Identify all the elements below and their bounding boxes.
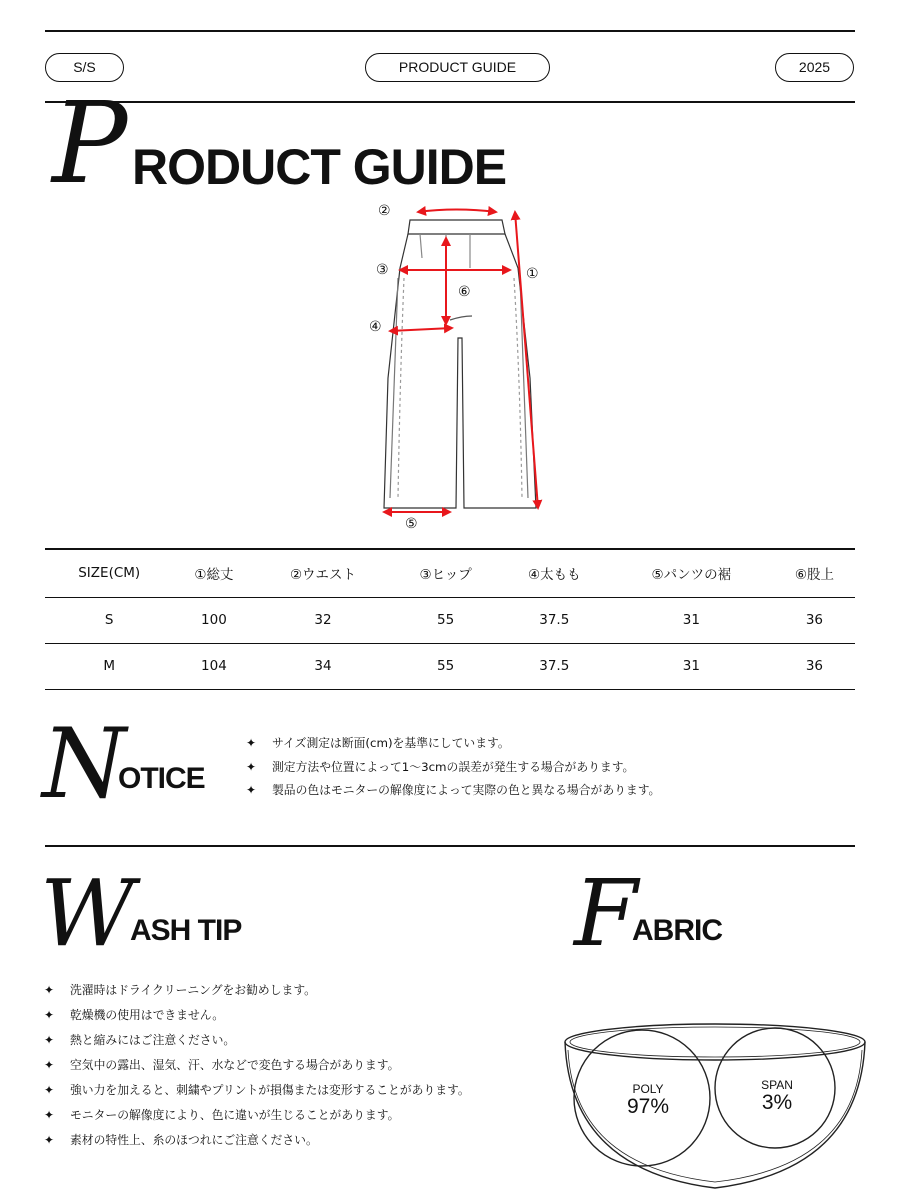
list-item: ✦ モニターの解像度により、色に違いが生じることがあります。 bbox=[44, 1103, 470, 1128]
span-percent: 3% bbox=[761, 1091, 793, 1114]
col-thigh: ④太もも bbox=[500, 550, 609, 597]
list-item: ✦ 強い力を加えると、刺繍やプリントが損傷または変形することがあります。 bbox=[44, 1078, 470, 1103]
arrow-thigh bbox=[390, 328, 452, 331]
header-rule bbox=[45, 101, 855, 103]
span-label: SPAN bbox=[761, 1078, 793, 1092]
table-row: S 100 32 55 37.5 31 36 bbox=[45, 597, 855, 643]
poly-label: POLY bbox=[632, 1082, 664, 1096]
col-hem: ⑤パンツの裾 bbox=[609, 550, 774, 597]
span-share bbox=[737, 1078, 817, 1114]
notice-list bbox=[246, 732, 660, 803]
fabric-text: ABRIC bbox=[632, 914, 722, 947]
sparkle-icon: ✦ bbox=[44, 1008, 55, 1022]
sparkle-icon: ✦ bbox=[246, 736, 257, 750]
list-item: ✦ 製品の色はモニターの解像度によって実際の色と異なる場合があります。 bbox=[246, 779, 660, 803]
title-text: RODUCT GUIDE bbox=[132, 139, 507, 195]
year-pill: 2025 bbox=[775, 53, 854, 82]
arrow-waist bbox=[418, 210, 496, 213]
label-4: ④ bbox=[369, 319, 382, 335]
wash-tip-list bbox=[44, 978, 470, 1153]
sparkle-icon: ✦ bbox=[246, 783, 257, 797]
pants-outline bbox=[384, 220, 536, 508]
col-hip: ③ヒップ bbox=[392, 550, 500, 597]
pants-measurement-diagram bbox=[360, 198, 550, 540]
size-table bbox=[45, 550, 855, 690]
col-length: ①総丈 bbox=[173, 550, 254, 597]
poly-percent: 97% bbox=[626, 1095, 670, 1118]
table-header-row bbox=[45, 550, 855, 597]
sparkle-icon: ✦ bbox=[246, 759, 257, 774]
label-5: ⑤ bbox=[405, 516, 418, 532]
table-row: M 104 34 55 37.5 31 36 bbox=[45, 643, 855, 689]
poly-share bbox=[608, 1082, 688, 1118]
label-3: ③ bbox=[376, 262, 389, 278]
fabric-script-initial: F bbox=[574, 860, 638, 967]
wash-script-initial: W bbox=[40, 860, 135, 967]
sparkle-icon: ✦ bbox=[44, 983, 55, 997]
col-waist: ②ウエスト bbox=[254, 550, 391, 597]
wash-text: ASH TIP bbox=[130, 914, 242, 947]
measurement-arrows bbox=[384, 210, 538, 513]
list-item: ✦ 洗濯時はドライクリーニングをお勧めします。 bbox=[44, 978, 470, 1003]
label-1: ① bbox=[526, 266, 539, 282]
list-item: ✦ 熱と縮みにはご注意ください。 bbox=[44, 1028, 470, 1053]
notice-text: OTICE bbox=[118, 762, 205, 795]
label-2: ② bbox=[378, 203, 391, 219]
notice-script-initial: N bbox=[42, 708, 126, 820]
season-pill: S/S bbox=[45, 53, 124, 82]
sparkle-icon: ✦ bbox=[44, 1108, 55, 1122]
title-script-initial: P bbox=[52, 79, 128, 209]
label-6: ⑥ bbox=[458, 284, 471, 300]
sparkle-icon: ✦ bbox=[44, 1033, 55, 1047]
list-item: ✦ 乾燥機の使用はできません。 bbox=[44, 1003, 470, 1028]
sparkle-icon: ✦ bbox=[44, 1058, 55, 1072]
col-rise: ⑥股上 bbox=[774, 550, 855, 597]
top-rule bbox=[45, 30, 855, 32]
sparkle-icon: ✦ bbox=[44, 1083, 55, 1097]
col-size: SIZE(CM) bbox=[45, 550, 173, 597]
sparkle-icon: ✦ bbox=[44, 1133, 55, 1147]
section-rule bbox=[45, 845, 855, 847]
list-item: ✦ 空気中の露出、湿気、汗、水などで変色する場合があります。 bbox=[44, 1053, 470, 1078]
list-item: ✦ 素材の特性上、糸のほつれにご注意ください。 bbox=[44, 1128, 470, 1153]
list-item: ✦ サイズ測定は断面(cm)を基準にしています。 bbox=[246, 732, 660, 756]
list-item: ✦ 測定方法や位置によって1～3cmの誤差が発生する場合があります。 bbox=[246, 756, 660, 780]
fabric-bowl-graphic bbox=[560, 1020, 870, 1195]
product-guide-pill: PRODUCT GUIDE bbox=[365, 53, 550, 82]
